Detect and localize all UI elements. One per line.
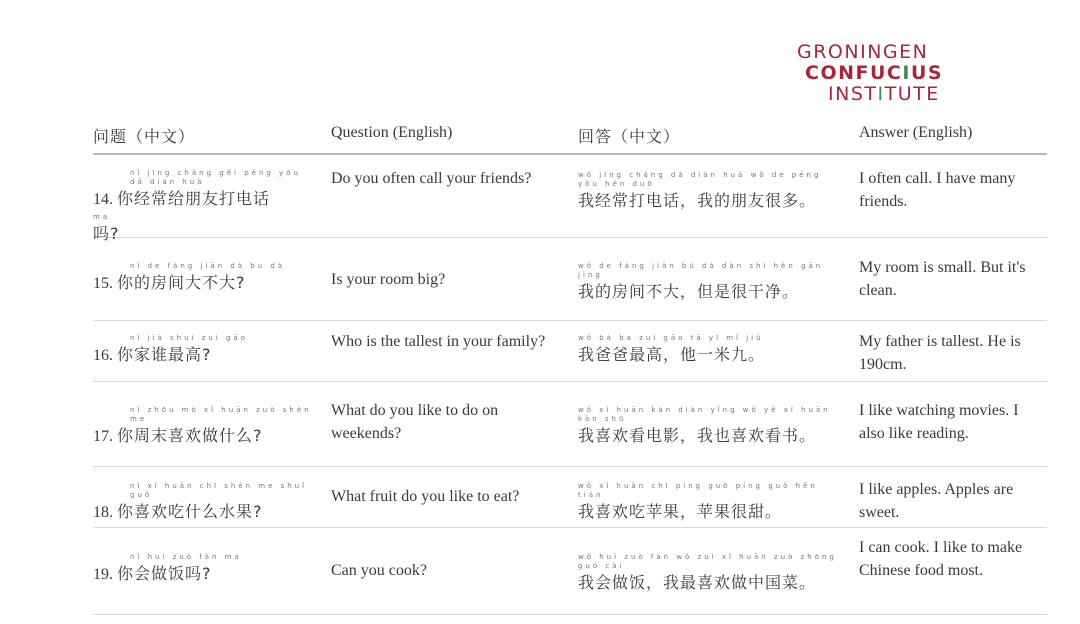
pinyin: nǐ jiā shuí zuì gāo	[130, 334, 248, 342]
pinyin: wǒ de fáng jiān bú dà dàn shì hěn gān jìng	[578, 262, 824, 279]
pinyin: nǐ de fáng jiān dà bu dà	[130, 262, 286, 270]
logo-line-1: GRONINGEN	[797, 41, 929, 63]
table-row	[93, 155, 1047, 243]
header-answer-english: Answer (English)	[859, 124, 973, 141]
table-row	[93, 382, 1047, 467]
table-header	[93, 115, 1047, 155]
question-chinese-text: 你经常给朋友打电话	[117, 189, 271, 208]
question-chinese	[93, 482, 318, 524]
row-number: 17.	[93, 428, 113, 445]
header-question-english: Question (English)	[331, 124, 453, 141]
question-english: What do you like to do on weekends?	[331, 402, 499, 442]
pinyin: nǐ huì zuò fàn ma	[130, 553, 242, 561]
answer-english: I often call. I have many friends.	[859, 170, 1016, 210]
table-row	[93, 528, 1047, 615]
logo-line-2	[805, 63, 943, 84]
question-chinese-text: 你家谁最高?	[117, 345, 212, 364]
logo-line-2-c: US	[910, 62, 944, 84]
question-english: Do you often call your friends?	[331, 170, 532, 187]
pinyin: wǒ jīng cháng dǎ diàn huà wǒ de péng yǒu hěn duō	[578, 171, 822, 188]
answer-english: I like apples. Apples are sweet.	[859, 481, 1014, 521]
answer-chinese-text: 我经常打电话，我的朋友很多。	[578, 191, 817, 210]
question-chinese	[93, 169, 318, 246]
answer-chinese	[578, 482, 838, 524]
answer-chinese	[578, 171, 838, 213]
pinyin: ma	[93, 213, 111, 221]
question-chinese	[93, 334, 318, 367]
question-chinese	[93, 262, 318, 295]
table-row	[93, 238, 1047, 321]
logo-line-3	[828, 84, 943, 105]
table-row	[93, 321, 1047, 382]
row-number: 16.	[93, 347, 113, 364]
header-question-chinese: 问题（中文）	[93, 127, 196, 146]
table-row	[93, 467, 1047, 528]
pinyin: nǐ xǐ huān chī shén me shuǐ guǒ	[130, 482, 308, 499]
question-chinese-text: 你会做饭吗?	[117, 564, 212, 583]
row-number: 14.	[93, 191, 113, 208]
question-english: What fruit do you like to eat?	[331, 488, 520, 505]
question-chinese-text: 你的房间大不大?	[117, 273, 246, 292]
question-chinese-text: 你喜欢吃什么水果?	[117, 502, 263, 521]
answer-chinese	[578, 553, 838, 595]
confucius-institute-logo	[797, 42, 943, 105]
answer-english: I can cook. I like to make Chinese food most.	[859, 539, 1023, 579]
question-chinese-text: 你周末喜欢做什么?	[117, 426, 263, 445]
header-answer-chinese: 回答（中文）	[578, 127, 681, 146]
row-number: 15.	[93, 275, 113, 292]
answer-chinese-text: 我的房间不大，但是很干净。	[578, 282, 800, 301]
question-english: Can you cook?	[331, 562, 427, 579]
pinyin: wǒ huì zuò fàn wǒ zuì xǐ huān zuò zhōng guó cài	[578, 553, 837, 570]
logo-line-3-c: TUTE	[884, 83, 940, 105]
answer-chinese	[578, 334, 838, 367]
pinyin: wǒ xǐ huān kàn diàn yǐng wǒ yě xǐ huān kàn shū	[578, 406, 831, 423]
answer-chinese-text: 我喜欢看电影，我也喜欢看书。	[578, 426, 817, 445]
pinyin: nǐ jīng cháng gěi péng yǒu dǎ diàn huà	[130, 169, 301, 186]
row-number: 19.	[93, 566, 113, 583]
answer-english: My room is small. But it's clean.	[859, 259, 1026, 299]
question-english: Is your room big?	[331, 271, 446, 288]
answer-chinese-text: 我会做饭，我最喜欢做中国菜。	[578, 573, 817, 592]
logo-line-2-accent: I	[902, 62, 911, 84]
pinyin: wǒ xǐ huān chī píng guǒ píng guǒ hěn tián	[578, 482, 818, 499]
answer-chinese	[578, 262, 838, 304]
question-chinese	[93, 553, 318, 586]
answer-chinese-text: 我爸爸最高，他一米九。	[578, 345, 766, 364]
question-chinese	[93, 406, 318, 448]
qa-table	[93, 115, 1047, 615]
answer-english: My father is tallest. He is 190cm.	[859, 333, 1021, 373]
question-chinese-text-line2: 吗?	[93, 224, 120, 243]
pinyin: nǐ zhōu mò xǐ huān zuò shén me	[130, 406, 312, 423]
answer-chinese	[578, 406, 838, 448]
answer-english: I like watching movies. I also like reading.	[859, 402, 1019, 442]
pinyin: wǒ bà ba zuì gāo tā yī mǐ jiǔ	[578, 334, 764, 342]
logo-line-2-a: CONFUC	[805, 62, 903, 84]
row-number: 18.	[93, 504, 113, 521]
logo-line-3-accent: I	[877, 83, 885, 105]
question-english: Who is the tallest in your family?	[331, 333, 546, 350]
logo-line-3-a: INST	[828, 83, 878, 105]
answer-chinese-text: 我喜欢吃苹果，苹果很甜。	[578, 502, 783, 521]
